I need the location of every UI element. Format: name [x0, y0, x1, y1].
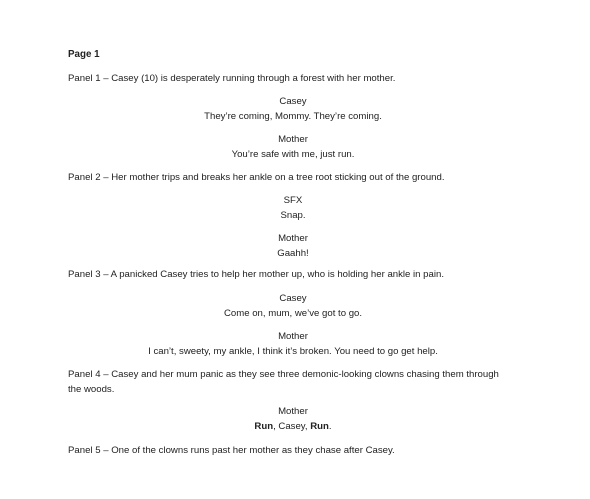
- panel-1-character-mother: Mother: [278, 134, 308, 145]
- panel-3-line-casey: Come on, mum, we’ve got to go.: [223, 308, 363, 319]
- panel-2-character-mother: Mother: [278, 233, 308, 244]
- panel-3-line-mother: I can’t, sweety, my ankle, I think it’s broken. You need to go get help.: [148, 346, 438, 357]
- page-heading: Page 1: [68, 49, 100, 60]
- panel-1-line-casey: They’re coming, Mommy. They’re coming.: [204, 111, 382, 122]
- panel-2-character-sfx: SFX: [283, 195, 303, 206]
- panel-3-character-casey: Casey: [279, 293, 307, 304]
- emphasis-run-2: Run: [310, 421, 329, 432]
- panel-3-description: Panel 3 – A panicked Casey tries to help her mother up, who is holding her ankle in pain.: [68, 269, 444, 280]
- panel-4-character-mother: Mother: [278, 406, 308, 417]
- panel-5-description: Panel 5 – One of the clowns runs past her mother as they chase after Casey.: [68, 445, 395, 456]
- line-middle: , Casey,: [273, 421, 311, 432]
- panel-4-description: Panel 4 – Casey and her mum panic as they see three demonic-looking clowns chasing them through the woods.: [68, 369, 499, 395]
- panel-4-line-mother: [0, 419, 586, 434]
- emphasis-run-1: Run: [254, 421, 274, 432]
- panel-1-description: Panel 1 – Casey (10) is desperately running through a forest with her mother.: [68, 73, 396, 84]
- line-end: .: [328, 421, 332, 432]
- panel-2-line-mother: Gaahh!: [277, 248, 309, 259]
- panel-1-character-casey: Casey: [279, 96, 307, 107]
- panel-1-line-mother: You’re safe with me, just run.: [231, 149, 355, 160]
- panel-3-character-mother: Mother: [278, 331, 308, 342]
- panel-2-line-sfx: Snap.: [280, 210, 306, 221]
- panel-2-description: Panel 2 – Her mother trips and breaks her ankle on a tree root sticking out of the ground.: [68, 172, 445, 183]
